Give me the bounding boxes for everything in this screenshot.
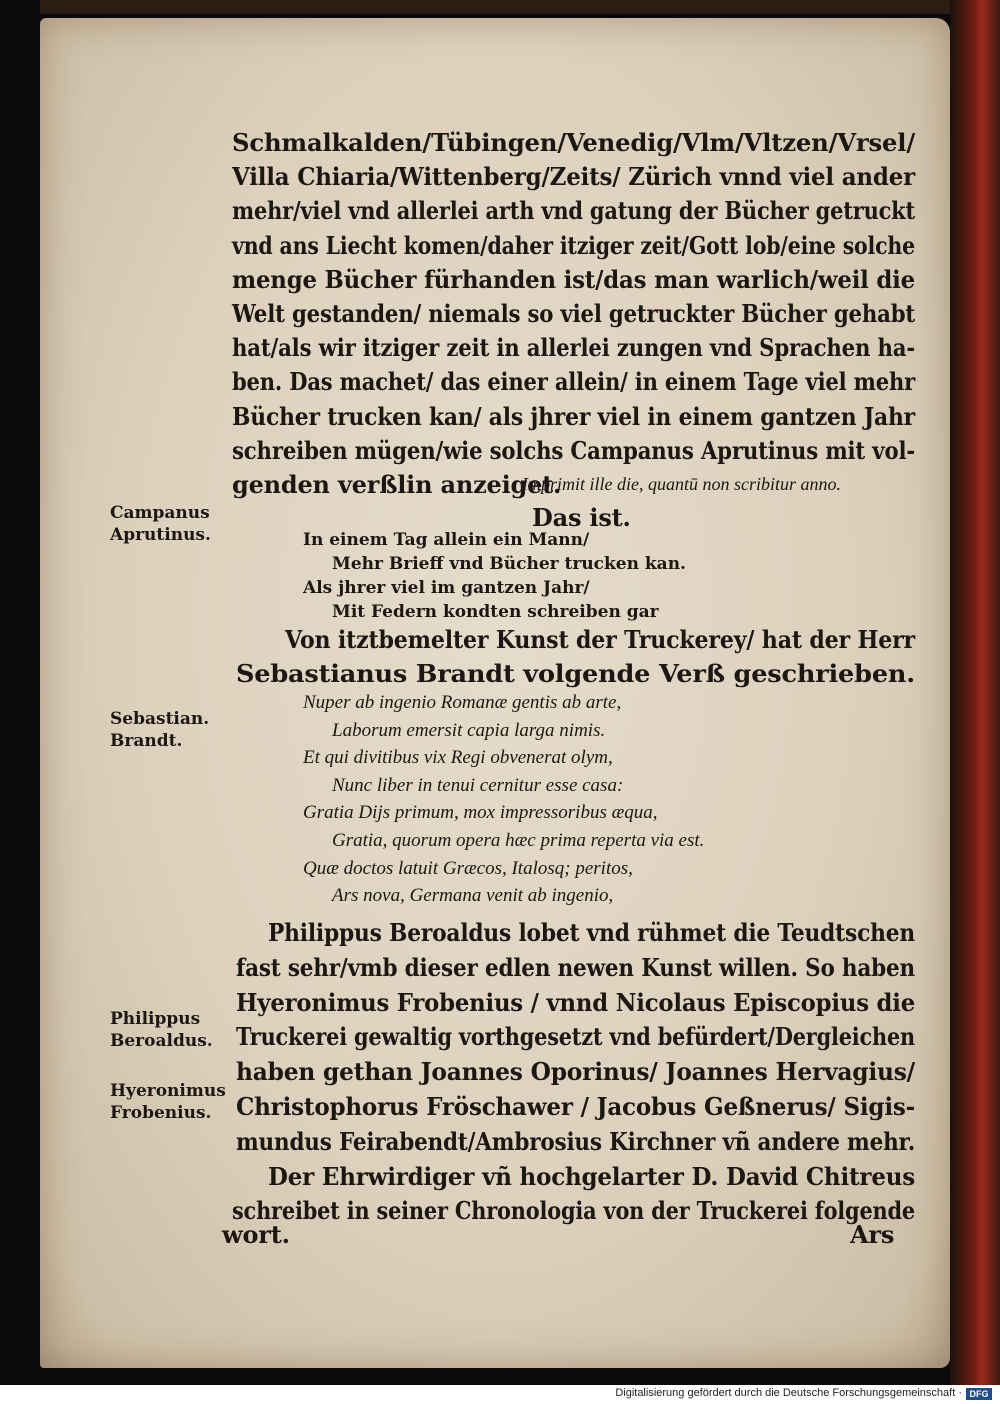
marginal-note-line: Hyeronimus (110, 1081, 226, 1101)
text-line: ben. Das machet/ das einer allein/ in einem Tage viel mehr (232, 367, 915, 397)
marginal-note-line: Philippus (110, 1009, 201, 1029)
marginal-note-line: Frobenius. (110, 1103, 212, 1123)
text-line: haben gethan Joannes Oporinus/ Joannes Hervagius/ (236, 1057, 915, 1087)
marginal-note-line: Aprutinus. (110, 525, 211, 545)
verse-line: Quæ doctos latuit Græcos, Italosq; peritos, (303, 857, 633, 879)
footer-credit: Digitalisierung gefördert durch die Deutsche Forschungsgemeinschaft · (615, 1387, 962, 1399)
marginal-note-line: Beroaldus. (110, 1031, 213, 1051)
text-line: Hyeronimus Frobenius / vnnd Nicolaus Episcopius die (236, 987, 915, 1017)
text-line: Welt gestanden/ niemals so viel getruckter Bücher gehabt (232, 299, 915, 328)
text-line: vnd ans Liecht komen/daher itziger zeit/Gott lob/eine solche (232, 230, 915, 260)
dfg-logo: DFG (966, 1388, 992, 1400)
text-line: Villa Chiaria/Wittenberg/Zeits/ Zürich vnnd viel ander (232, 162, 915, 192)
verse-line: Gratia Dijs primum, mox impressoribus æqua, (303, 802, 658, 824)
line-11-german: genden verßlin anzeiget. (232, 470, 562, 499)
marginal-note-beroaldus (110, 1008, 213, 1052)
verse-line: Ars nova, Germana venit ab ingenio, (332, 885, 614, 907)
das-ist-heading: Das ist. (532, 503, 631, 532)
text-line: schreibet in seiner Chronologia von der Truckerei folgende (232, 1196, 915, 1226)
text-line: fast sehr/vmb dieser edlen newen Kunst willen. So haben (236, 952, 915, 982)
brandt-intro-line-2: Sebastianus Brandt volgende Verß geschrieben. (236, 659, 915, 688)
text-line: mehr/viel vnd allerlei arth vnd gatung der Bücher getruckt (232, 196, 915, 226)
catchword: Ars (850, 1220, 895, 1249)
text-line: hat/als wir itziger zeit in allerlei zungen vnd Sprachen ha- (232, 333, 915, 363)
verse-line: Mehr Brieff vnd Bücher trucken kan. (332, 554, 686, 574)
text-line: Schmalkalden/Tübingen/Venedig/Vlm/Vltzen/Vrsel/ (232, 128, 916, 157)
text-line: Der Ehrwirdiger vñ hochgelarter D. David Chitreus (268, 1161, 915, 1191)
page-edge-top (40, 0, 950, 14)
verse-line: Nunc liber in tenui cernitur esse casa: (332, 774, 624, 796)
marginal-note-brandt (110, 708, 209, 752)
verse-line: Nuper ab ingenio Romanæ gentis ab arte, (303, 692, 622, 713)
text-line: Philippus Beroaldus lobet vnd rühmet die Teudtschen (268, 918, 915, 947)
text-line: schreiben mügen/wie solchs Campanus Aprutinus mit vol- (232, 435, 915, 465)
verse-line: Gratia, quorum opera hæc prima reperta via est. (332, 830, 705, 851)
marginal-note-line: Sebastian. (110, 709, 210, 729)
text-line: mundus Feirabendt/Ambrosius Kirchner vñ andere mehr. (236, 1126, 915, 1156)
text-line: Bücher trucken kan/ als jhrer viel in einem gantzen Jahr (232, 401, 915, 431)
digitization-footer (0, 1385, 1000, 1404)
verse-line: Mit Federn kondten schreiben gar (332, 602, 659, 622)
text-line: Truckerei gewaltig vorthgesetzt vnd befürdert/Dergleichen (236, 1022, 915, 1052)
marginal-note-line: Brandt. (110, 731, 183, 751)
brandt-intro-line-1: Von itztbemelter Kunst der Truckerey/ hat der Herr (285, 625, 915, 654)
verse-line: In einem Tag allein ein Mann/ (303, 530, 590, 550)
last-word: wort. (222, 1220, 290, 1249)
verse-line: Als jhrer viel im gantzen Jahr/ (303, 578, 590, 598)
verse-line: Laborum emersit capia larga nimis. (332, 719, 606, 741)
line-11-latin: Imprimit ille die, quantū non scribitur anno. (522, 474, 841, 494)
marginal-note-line: Campanus (110, 503, 210, 523)
verse-line: Et qui divitibus vix Regi obvenerat olym, (303, 747, 613, 769)
text-line: Christophorus Fröschawer / Jacobus Geßnerus/ Sigis- (236, 1092, 915, 1121)
marginal-note-campanus (110, 502, 211, 546)
marginal-note-frobenius (110, 1080, 226, 1124)
book-edge-right (950, 0, 1000, 1385)
text-line: menge Bücher fürhanden ist/das man warlich/weil die (232, 264, 915, 294)
